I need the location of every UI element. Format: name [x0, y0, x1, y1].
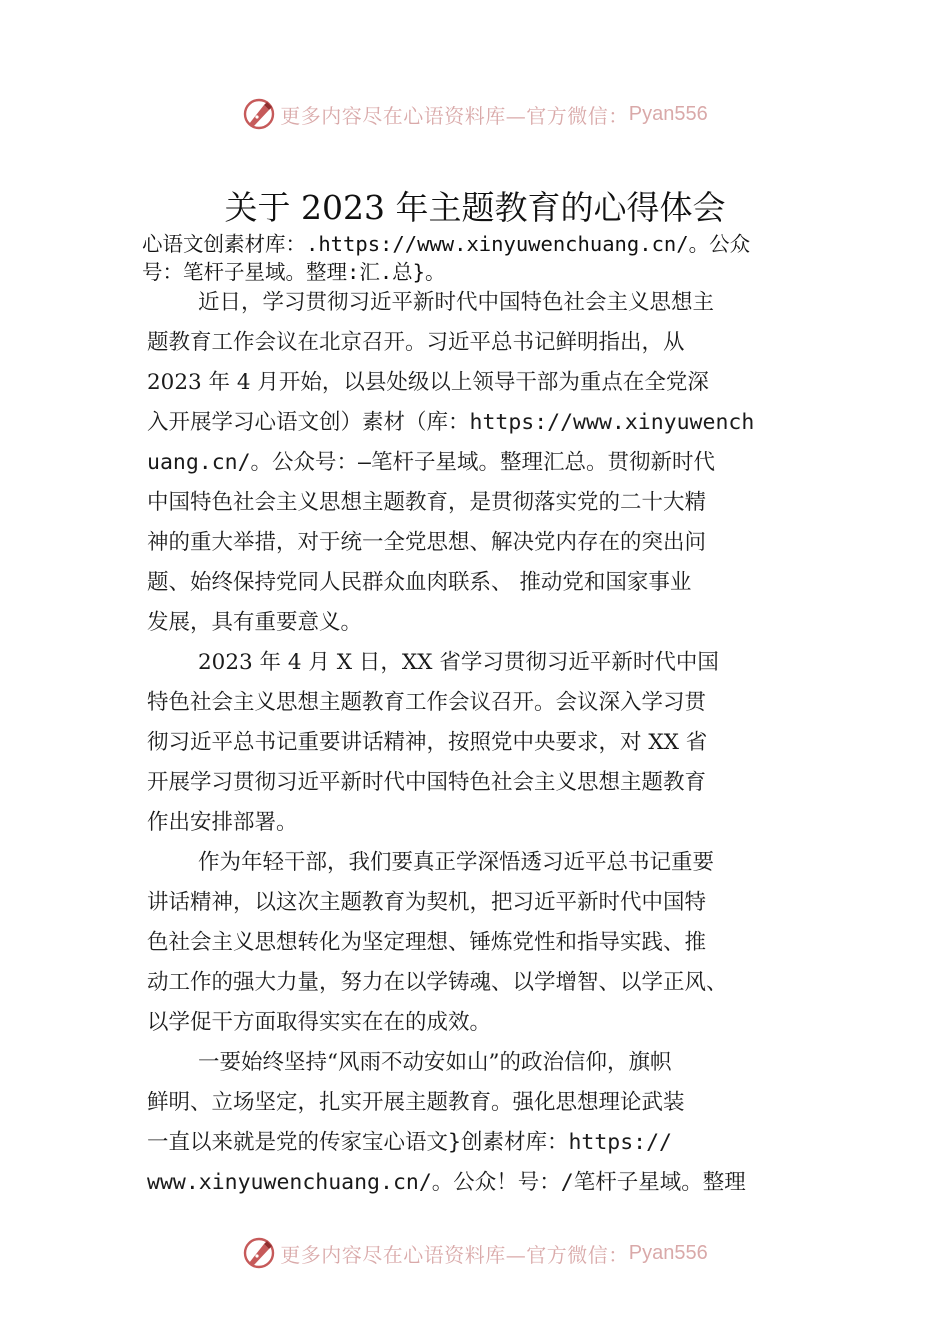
text-line: 中国特色社会主义思想主题教育，是贯彻落实党的二十大精 [147, 490, 707, 515]
text-line: 2023 年 4 月 X 日，XX 省学习贯彻习近平新时代中国 [198, 650, 719, 675]
paragraph [147, 283, 817, 643]
document-body [147, 283, 817, 1203]
text-line: 一要始终坚持“风雨不动安如山”的政治信仰，旗帜 [198, 1050, 672, 1075]
pen-nib-logo-icon [242, 97, 276, 131]
footer-banner [0, 1233, 950, 1273]
banner-text: 更多内容尽在心语资料库—官方微信： [280, 1242, 629, 1267]
text-line: 发展，具有重要意义。 [147, 610, 363, 635]
document-title: 关于 2023 年主题教育的心得体会 [224, 188, 726, 227]
text-line: 题教育工作会议在北京召开。习近平总书记鲜明指出，从 [147, 330, 685, 355]
text-line: 开展学习贯彻习近平新时代中国特色社会主义思想主题教育 [147, 770, 707, 795]
paragraph [147, 643, 817, 843]
text-line: 鲜明、立场坚定，扎实开展主题教育。强化思想理论武装 [147, 1090, 685, 1115]
text-line: 入开展学习心语文创）素材（库：https://www.xinyuwench [147, 410, 755, 435]
text-line: 色社会主义思想转化为坚定理想、锤炼党性和指导实践、推 [147, 930, 707, 955]
text-line: 神的重大举措，对于统一全党思想、解决党内存在的突出问 [147, 530, 707, 555]
paragraph [147, 1043, 817, 1203]
source-line: 号：笔杆子星域。整理:汇.总}。 [142, 260, 446, 284]
text-line: www.xinyuwenchuang.cn/。公众！号：/笔杆子星域。整理 [147, 1170, 746, 1195]
text-line: 讲话精神，以这次主题教育为契机，把习近平新时代中国特 [147, 890, 707, 915]
paragraph [147, 843, 817, 1043]
text-line: 作出安排部署。 [147, 810, 298, 835]
banner-wechat-id: Pyan556 [628, 102, 708, 125]
source-note [142, 230, 822, 286]
text-line: uang.cn/。公众号：—笔杆子星域。整理汇总。贯彻新时代 [147, 450, 715, 475]
text-line: 2023 年 4 月开始，以县处级以上领导干部为重点在全党深 [147, 370, 709, 395]
text-line: 彻习近平总书记重要讲话精神，按照党中央要求，对 XX 省 [147, 730, 708, 755]
banner-text: 更多内容尽在心语资料库—官方微信： [280, 103, 629, 128]
text-line: 近日，学习贯彻习近平新时代中国特色社会主义思想主 [198, 290, 715, 315]
text-line: 特色社会主义思想主题教育工作会议召开。会议深入学习贯 [147, 690, 707, 715]
text-line: 作为年轻干部，我们要真正学深悟透习近平总书记重要 [198, 850, 715, 875]
text-line: 一直以来就是党的传家宝心语文}创素材库：https:// [147, 1130, 672, 1155]
pen-nib-logo-icon [242, 1236, 276, 1270]
source-line: 心语文创素材库：.https://www.xinyuwenchuang.cn/。公众 [142, 232, 751, 256]
header-banner [0, 94, 950, 134]
text-line: 以学促干方面取得实实在在的成效。 [147, 1010, 492, 1035]
text-line: 动工作的强大力量，努力在以学铸魂、以学增智、以学正风、 [147, 970, 728, 995]
text-line: 题、始终保持党同人民群众血肉联系、 推动党和国家事业 [147, 570, 692, 595]
banner-wechat-id: Pyan556 [628, 1241, 708, 1264]
